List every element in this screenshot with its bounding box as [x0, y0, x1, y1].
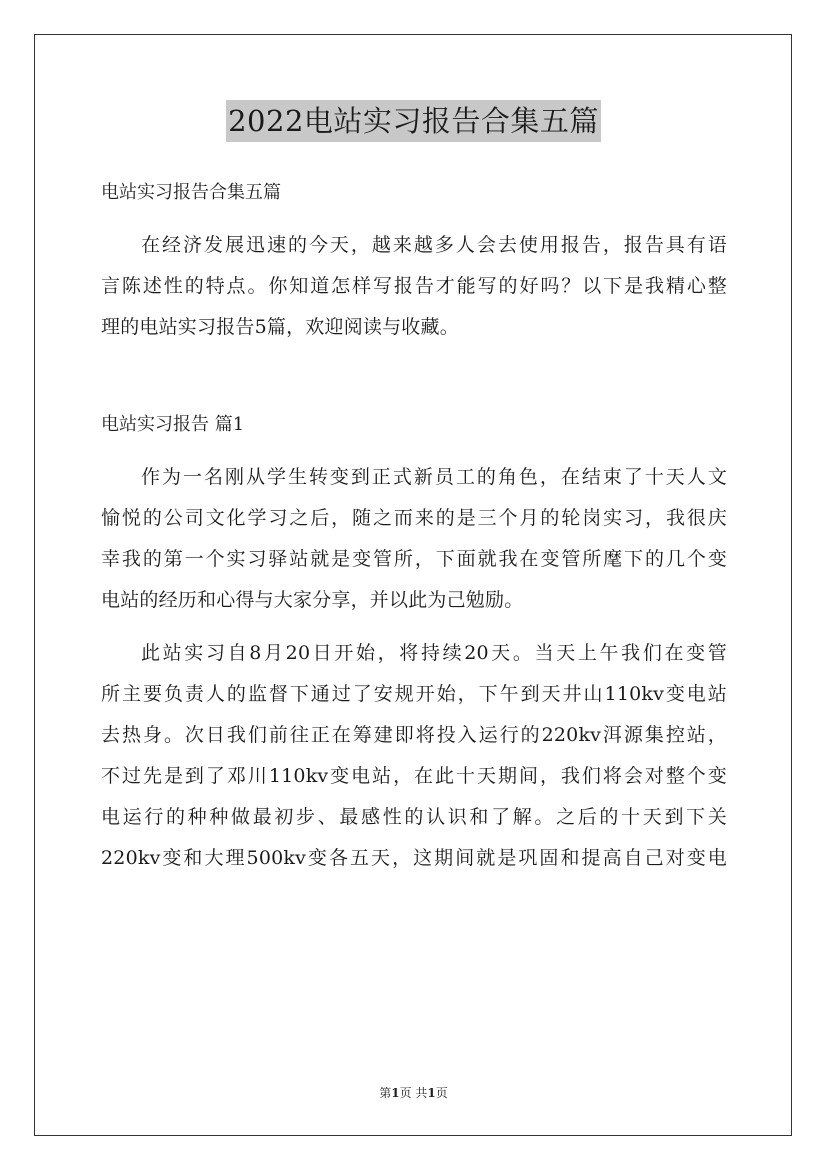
text-line: 作为一名刚从学生转变到正式新员工的角色，在结束了十天人文: [141, 466, 727, 488]
text-line: 不过先是到了邓川110kv变电站，在此十天期间，我们将会对整个变: [101, 765, 727, 787]
text-line: 电运行的种种做最初步、最感性的认识和了解。之后的十天到下关: [101, 806, 727, 828]
document-title: 2022电站实习报告合集五篇: [226, 100, 601, 142]
footer-total-pages: 1: [427, 1086, 436, 1100]
text-line: 此站实习自8月20日开始，将持续20天。当天上午我们在变管: [141, 642, 727, 664]
text-line: 理的电站实习报告5篇，欢迎阅读与收藏。: [101, 316, 459, 338]
intro-paragraph: [101, 225, 727, 348]
text-line: 去热身。次日我们前往正在筹建即将投入运行的220kv洱源集控站，: [101, 724, 727, 746]
text-line: 在经济发展迅速的今天，越来越多人会去使用报告，报告具有语: [141, 234, 727, 256]
text-line: 愉悦的公司文化学习之后，随之而来的是三个月的轮岗实习，我很庆: [101, 507, 727, 529]
title-container: [0, 100, 827, 142]
text-line: 言陈述性的特点。你知道怎样写报告才能写的好吗？以下是我精心整: [101, 275, 727, 297]
footer-page-number: 1: [391, 1086, 400, 1100]
document-subtitle: 电站实习报告合集五篇: [101, 182, 281, 203]
document-body: [101, 172, 727, 879]
footer-suffix: 页: [435, 1086, 448, 1100]
section1-paragraph-2: [101, 633, 727, 879]
page-footer: [0, 1084, 827, 1101]
footer-mid: 页 共: [399, 1086, 428, 1100]
section-heading: 电站实习报告 篇1: [101, 414, 245, 435]
text-line: 幸我的第一个实习驿站就是变管所，下面就我在变管所麾下的几个变: [101, 548, 727, 570]
text-line: 所主要负责人的监督下通过了安规开始，下午到天井山110kv变电站: [101, 683, 727, 705]
text-line: 220kv变和大理500kv变各五天，这期间就是巩固和提高自己对变电: [101, 847, 727, 869]
footer-prefix: 第: [379, 1086, 392, 1100]
text-line: 电站的经历和心得与大家分享，并以此为己勉励。: [101, 589, 524, 611]
section1-paragraph-1: [101, 457, 727, 621]
